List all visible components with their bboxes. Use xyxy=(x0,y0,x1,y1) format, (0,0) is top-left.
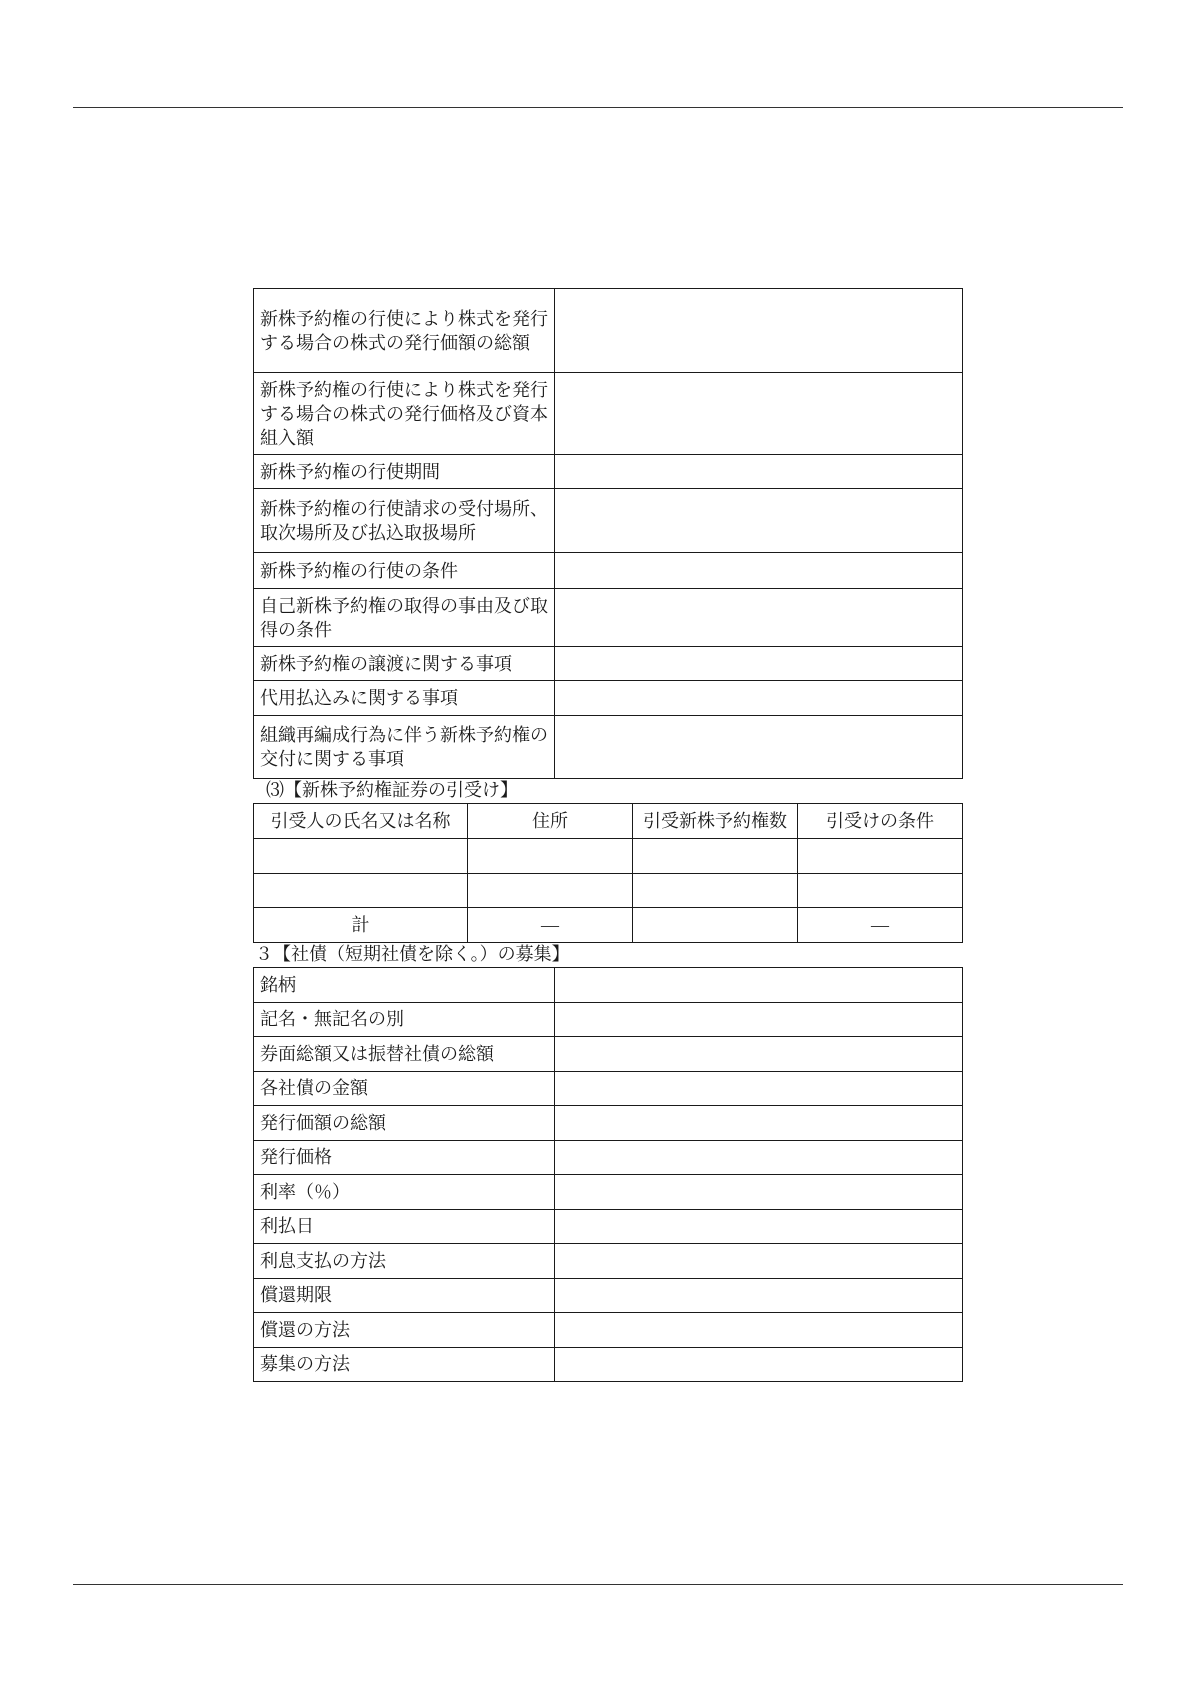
row-label: 記名・無記名の別 xyxy=(254,1002,555,1037)
row-value xyxy=(555,1313,963,1348)
table-row xyxy=(254,1037,963,1072)
table-row xyxy=(254,373,963,455)
row-value xyxy=(555,647,963,681)
table-row xyxy=(254,1278,963,1313)
table-row xyxy=(254,1071,963,1106)
table-row xyxy=(254,839,963,874)
table-row xyxy=(254,874,963,908)
table-row xyxy=(254,1244,963,1279)
row-value xyxy=(555,455,963,489)
row-value xyxy=(555,553,963,589)
row-label: 利率（％） xyxy=(254,1175,555,1210)
row-value xyxy=(555,1244,963,1279)
bond-offering-table xyxy=(253,967,963,1382)
row-value xyxy=(555,1347,963,1382)
table-row xyxy=(254,455,963,489)
column-header-conditions: 引受けの条件 xyxy=(798,804,963,839)
row-label: 組織再編成行為に伴う新株予約権の交付に関する事項 xyxy=(254,716,555,779)
table-row xyxy=(254,647,963,681)
row-label: 新株予約権の行使により株式を発行する場合の株式の発行価額の総額 xyxy=(254,289,555,373)
row-value xyxy=(555,373,963,455)
footer-rule xyxy=(73,1584,1123,1585)
total-rights-count xyxy=(633,908,798,943)
table-cell xyxy=(254,874,468,908)
underwriting-caption: ⑶【新株予約権証券の引受け】 xyxy=(266,780,518,800)
row-label: 発行価格 xyxy=(254,1140,555,1175)
table-cell xyxy=(633,839,798,874)
row-label: 代用払込みに関する事項 xyxy=(254,681,555,716)
total-conditions: ― xyxy=(798,908,963,943)
underwriting-table xyxy=(253,803,963,943)
table-cell xyxy=(468,874,633,908)
table-cell xyxy=(798,839,963,874)
row-label: 新株予約権の行使の条件 xyxy=(254,553,555,589)
row-label: 銘柄 xyxy=(254,968,555,1003)
table-cell xyxy=(254,839,468,874)
table-row xyxy=(254,681,963,716)
table-row xyxy=(254,1002,963,1037)
row-value xyxy=(555,1278,963,1313)
header-rule xyxy=(73,107,1123,108)
row-value xyxy=(555,289,963,373)
row-label: 新株予約権の行使期間 xyxy=(254,455,555,489)
table-row xyxy=(254,1347,963,1382)
table-row xyxy=(254,553,963,589)
row-value xyxy=(555,1140,963,1175)
total-address: ― xyxy=(468,908,633,943)
table-row xyxy=(254,1106,963,1141)
row-value xyxy=(555,1002,963,1037)
row-value xyxy=(555,1106,963,1141)
table-row xyxy=(254,289,963,373)
table-row xyxy=(254,716,963,779)
row-label: 利払日 xyxy=(254,1209,555,1244)
row-label: 償還の方法 xyxy=(254,1313,555,1348)
table-row xyxy=(254,1175,963,1210)
row-value xyxy=(555,589,963,647)
row-label: 新株予約権の譲渡に関する事項 xyxy=(254,647,555,681)
row-label: 新株予約権の行使請求の受付場所、取次場所及び払込取扱場所 xyxy=(254,489,555,553)
row-value xyxy=(555,1071,963,1106)
row-label: 券面総額又は振替社債の総額 xyxy=(254,1037,555,1072)
row-value xyxy=(555,1209,963,1244)
row-value xyxy=(555,716,963,779)
table-cell xyxy=(798,874,963,908)
row-value xyxy=(555,489,963,553)
row-label: 償還期限 xyxy=(254,1278,555,1313)
table-row xyxy=(254,1209,963,1244)
bond-section-heading: ３【社債（短期社債を除く。）の募集】 xyxy=(255,944,570,964)
row-label: 募集の方法 xyxy=(254,1347,555,1382)
row-value xyxy=(555,1037,963,1072)
row-label: 利息支払の方法 xyxy=(254,1244,555,1279)
column-header-underwriter-name: 引受人の氏名又は名称 xyxy=(254,804,468,839)
table-row xyxy=(254,1313,963,1348)
table-cell xyxy=(633,874,798,908)
row-value xyxy=(555,681,963,716)
row-value xyxy=(555,968,963,1003)
table-header-row xyxy=(254,804,963,839)
row-value xyxy=(555,1175,963,1210)
row-label: 各社債の金額 xyxy=(254,1071,555,1106)
table-row xyxy=(254,1140,963,1175)
table-cell xyxy=(468,839,633,874)
table-row xyxy=(254,589,963,647)
table-row xyxy=(254,968,963,1003)
row-label: 自己新株予約権の取得の事由及び取得の条件 xyxy=(254,589,555,647)
table-row xyxy=(254,489,963,553)
column-header-rights-count: 引受新株予約権数 xyxy=(633,804,798,839)
table-total-row xyxy=(254,908,963,943)
column-header-address: 住所 xyxy=(468,804,633,839)
row-label: 発行価額の総額 xyxy=(254,1106,555,1141)
total-label: 計 xyxy=(254,908,468,943)
row-label: 新株予約権の行使により株式を発行する場合の株式の発行価格及び資本組入額 xyxy=(254,373,555,455)
stock-acquisition-rights-table xyxy=(253,288,963,779)
